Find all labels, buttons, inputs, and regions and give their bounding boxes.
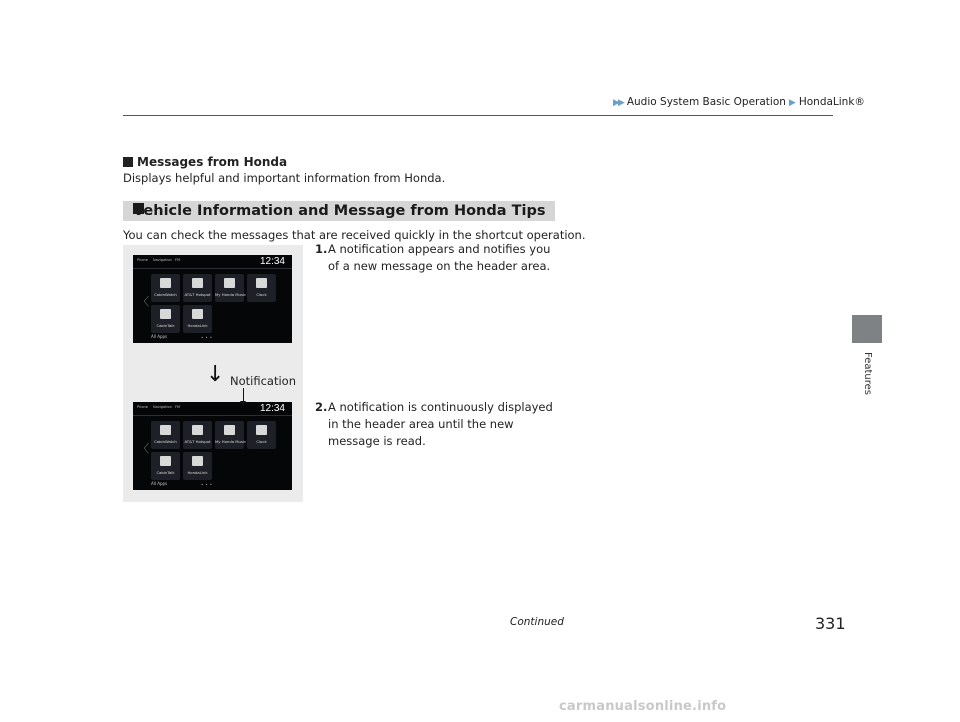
- side-tab-marker: [852, 315, 882, 343]
- step-text: A notification is continuously displayed in the header area until the new message is read.: [328, 400, 553, 448]
- screen-clock: 12:34: [259, 256, 285, 267]
- subsection-banner: [123, 201, 555, 221]
- tile-cabinwatch: CabinWatch: [151, 274, 180, 302]
- tile-music: My Honda Music: [215, 421, 244, 449]
- tile-cabintalk: CabinTalk: [151, 305, 180, 333]
- section-text: Displays helpful and important information from Honda.: [123, 171, 446, 185]
- header-rule: [123, 115, 833, 116]
- page-dots: •••: [201, 335, 215, 340]
- chevron-left-icon: 〈: [138, 442, 149, 455]
- square-bullet-icon: [123, 157, 133, 167]
- step-1: [315, 241, 555, 275]
- intro-text: You can check the messages that are received quickly in the shortcut operation.: [123, 228, 586, 242]
- banner-title: Vehicle Information and Message from Honda Tips: [133, 203, 546, 219]
- screen-header: [133, 402, 292, 416]
- header-phone: Phone: [137, 258, 148, 262]
- step-2: [315, 399, 555, 450]
- tile-hondalink: HondaLink: [183, 305, 212, 333]
- all-apps-label: All Apps: [151, 334, 168, 339]
- screen-after: [133, 402, 292, 490]
- header-fm: FM: [175, 258, 181, 262]
- watermark: carmanualsonline.info: [559, 699, 727, 714]
- continued-label: Continued: [510, 616, 564, 628]
- breadcrumb: [613, 96, 865, 108]
- chevron-left-icon: 〈: [138, 295, 149, 308]
- notification-callout-label: Notification: [230, 374, 296, 388]
- down-arrow-icon: ↓: [206, 362, 225, 387]
- screen-header: [133, 255, 292, 269]
- header-phone: Phone: [137, 405, 148, 409]
- section-heading: [123, 155, 287, 169]
- side-tab-label: Features: [862, 352, 873, 395]
- tile-hotspot: AT&T Hotspot: [183, 274, 212, 302]
- step-number: 2.: [315, 400, 328, 414]
- double-arrow-icon: ▶▶: [613, 98, 623, 108]
- breadcrumb-page: HondaLink®: [798, 96, 865, 108]
- callout-arrow-icon: [243, 388, 244, 404]
- tile-hondalink: HondaLink: [183, 452, 212, 480]
- screen-clock: 12:34: [259, 403, 285, 414]
- tile-music: My Honda Music: [215, 274, 244, 302]
- arrow-icon: ▶: [788, 98, 796, 108]
- page-dots: •••: [201, 482, 215, 487]
- step-number: 1.: [315, 242, 328, 256]
- breadcrumb-section: Audio System Basic Operation: [626, 96, 786, 108]
- tile-cabintalk: CabinTalk: [151, 452, 180, 480]
- header-navigation: Navigation: [153, 258, 172, 262]
- all-apps-label: All Apps: [151, 481, 168, 486]
- tile-hotspot: AT&T Hotspot: [183, 421, 212, 449]
- tile-clock: Clock: [247, 421, 276, 449]
- step-text: A notification appears and notifies you of a new message on the header area.: [328, 242, 551, 273]
- tile-cabinwatch: CabinWatch: [151, 421, 180, 449]
- header-navigation: Navigation: [153, 405, 172, 409]
- header-fm: FM: [175, 405, 181, 409]
- page-number: 331: [815, 614, 846, 633]
- section-heading-text: Messages from Honda: [137, 155, 288, 169]
- screen-before: [133, 255, 292, 343]
- tile-clock: Clock: [247, 274, 276, 302]
